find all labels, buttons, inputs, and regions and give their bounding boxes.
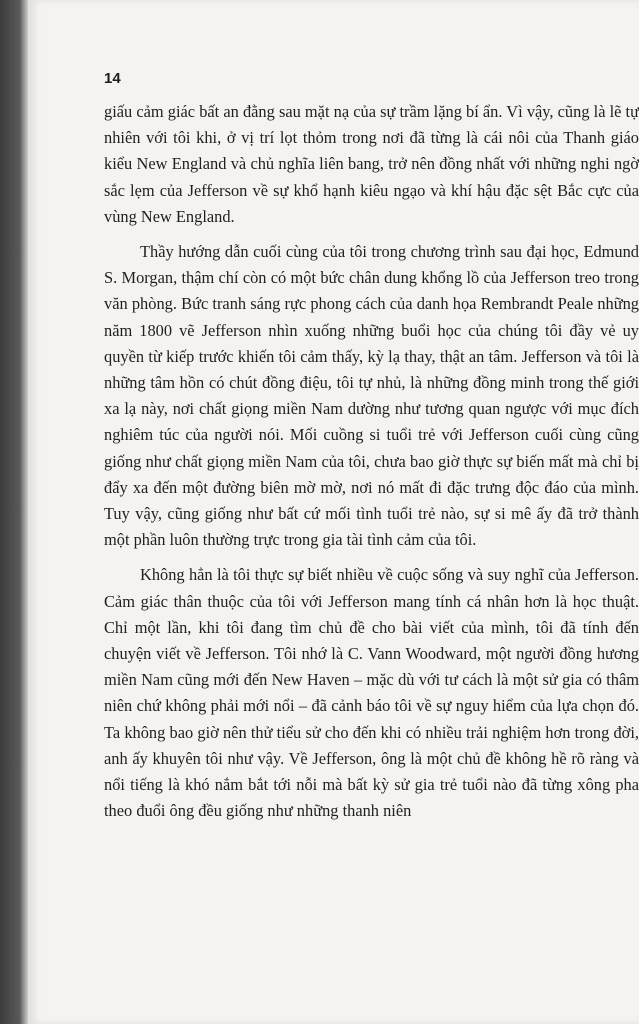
- paragraph-3: Không hẳn là tôi thực sự biết nhiều về cuộc sống và suy nghĩ của Jefferson. Cảm giác thân thuộc của tôi với Jefferson mang tính cá nhân hơn là học thuật. Chỉ một lần, khi tôi đang tìm chủ đề cho bài viết của mình, tôi đã tính đến chuyện viết về Jefferson. Tôi nhớ là C. Vann Woodward, một người đồng hương miền Nam cũng mới đến New Haven – mặc dù với tư cách là một sử gia có thâm niên chứ không phải mới nổi – đã cảnh báo tôi về sự nguy hiểm của lựa chọn đó. Ta không bao giờ nên thử tiểu sử cho đến khi có nhiều trải nghiệm hơn trong đời, anh ấy khuyên tôi như vậy. Về Jefferson, ông là một chủ đề không hề rõ ràng và nổi tiếng là khó nắm bắt tới nỗi mà bất kỳ sử gia trẻ tuổi nào đã từng xông pha theo đuổi ông đều giống như những thanh niên: [104, 565, 639, 821]
- page-body: [104, 99, 639, 833]
- paragraph-1: giấu cảm giác bất an đằng sau mặt nạ của sự trầm lặng bí ẩn. Vì vậy, cũng là lẽ tự nhiên với tôi khi, ở vị trí lọt thỏm trong nơi đã từng là cái nôi của Thanh giáo kiểu New England và chủ nghĩa liên bang, trở nên đồng nhất với những nghi ngờ sắc lẹm của Jefferson về sự khổ hạnh kiêu ngạo và khí hậu đặc sệt Bắc cực của vùng New England.: [104, 102, 639, 226]
- paragraph-2: Thầy hướng dẫn cuối cùng của tôi trong chương trình sau đại học, Edmund S. Morgan, thậm chí còn có một bức chân dung khổng lồ của Jefferson treo trong văn phòng. Bức tranh sáng rực phong cách của danh họa Rembrandt Peale những năm 1800 vẽ Jefferson nhìn xuống những buổi học của chúng tôi đầy vẻ uy quyền từ kiếp trước khiến tôi cảm thấy, kỳ lạ thay, thật an tâm. Jefferson và tôi là những tâm hồn có chút đồng điệu, tôi tự nhủ, là những đồng minh trong thế giới xa lạ này, nơi chất giọng miền Nam dường như tương quan ngược với mục đích nghiêm túc của người nói. Mối cuồng si tuổi trẻ với Jefferson cuối cùng cũng giống như chất giọng miền Nam của tôi, chưa bao giờ thực sự biến mất mà chỉ bị đẩy xa đến một đường biên mờ mờ, nơi nó mất đi đặc trưng độc đáo của mình. Tuy vậy, cũng giống như bất cứ mối tình tuổi trẻ nào, sự si mê ấy đã trở thành một phần luôn thường trực trong gia tài tình cảm của tôi.: [104, 242, 639, 550]
- page-edge-shadow: [0, 0, 28, 1024]
- page-number: 14: [104, 70, 121, 87]
- book-page: [28, 0, 639, 1024]
